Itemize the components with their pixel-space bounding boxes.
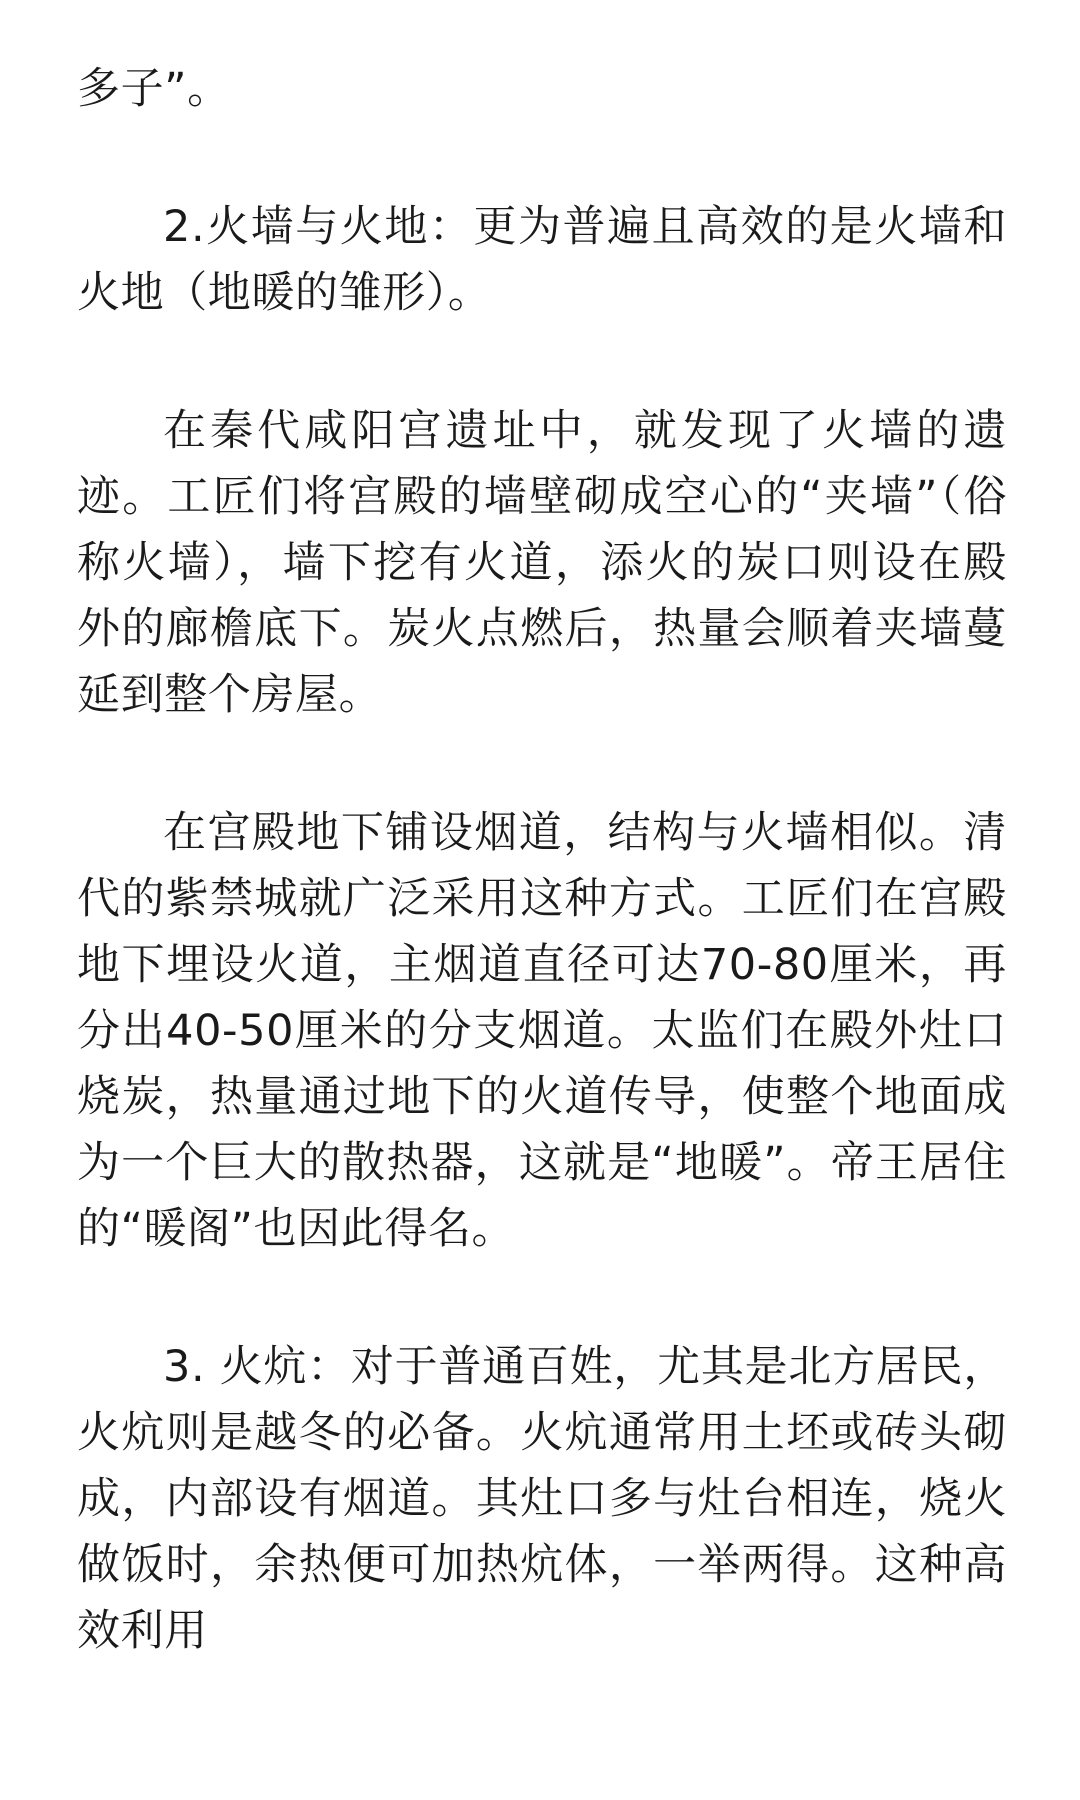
paragraph-kang-bed: 3. 火炕：对于普通百姓，尤其是北方居民，火炕则是越冬的必备。火炕通常用土坯或砖头砌成，内部设有烟道。其灶口多与灶台相连，烧火做饭时，余热便可加热炕体，一举两得。这种高效利用 [77, 1342, 1007, 1656]
paragraph-qin-xianyang-palace: 在秦代咸阳宫遗址中，就发现了火墙的遗迹。工匠们将宫殿的墙壁砌成空心的“夹墙”（俗称火墙），墙下挖有火道，添火的炭口则设在殿外的廊檐底下。炭火点燃后，热量会顺着夹墙蔓延到整个房屋。 [77, 406, 1007, 720]
paragraph-fire-wall-and-floor: 2.火墙与火地：更为普遍且高效的是火墙和火地（地暖的雏形）。 [77, 202, 1007, 318]
paragraph-forbidden-city-floor-heating: 在宫殿地下铺设烟道，结构与火墙相似。清代的紫禁城就广泛采用这种方式。工匠们在宫殿地下埋设火道，主烟道直径可达70-80厘米，再分出40-50厘米的分支烟道。太监们在殿外灶口烧炭，热量通过地下的火道传导，使整个地面成为一个巨大的散热器，这就是“地暖”。帝王居住的“暖阁”也因此得名。 [77, 808, 1007, 1254]
paragraph-continuation: 多子”。 [77, 64, 231, 114]
article-body [77, 56, 1007, 1664]
